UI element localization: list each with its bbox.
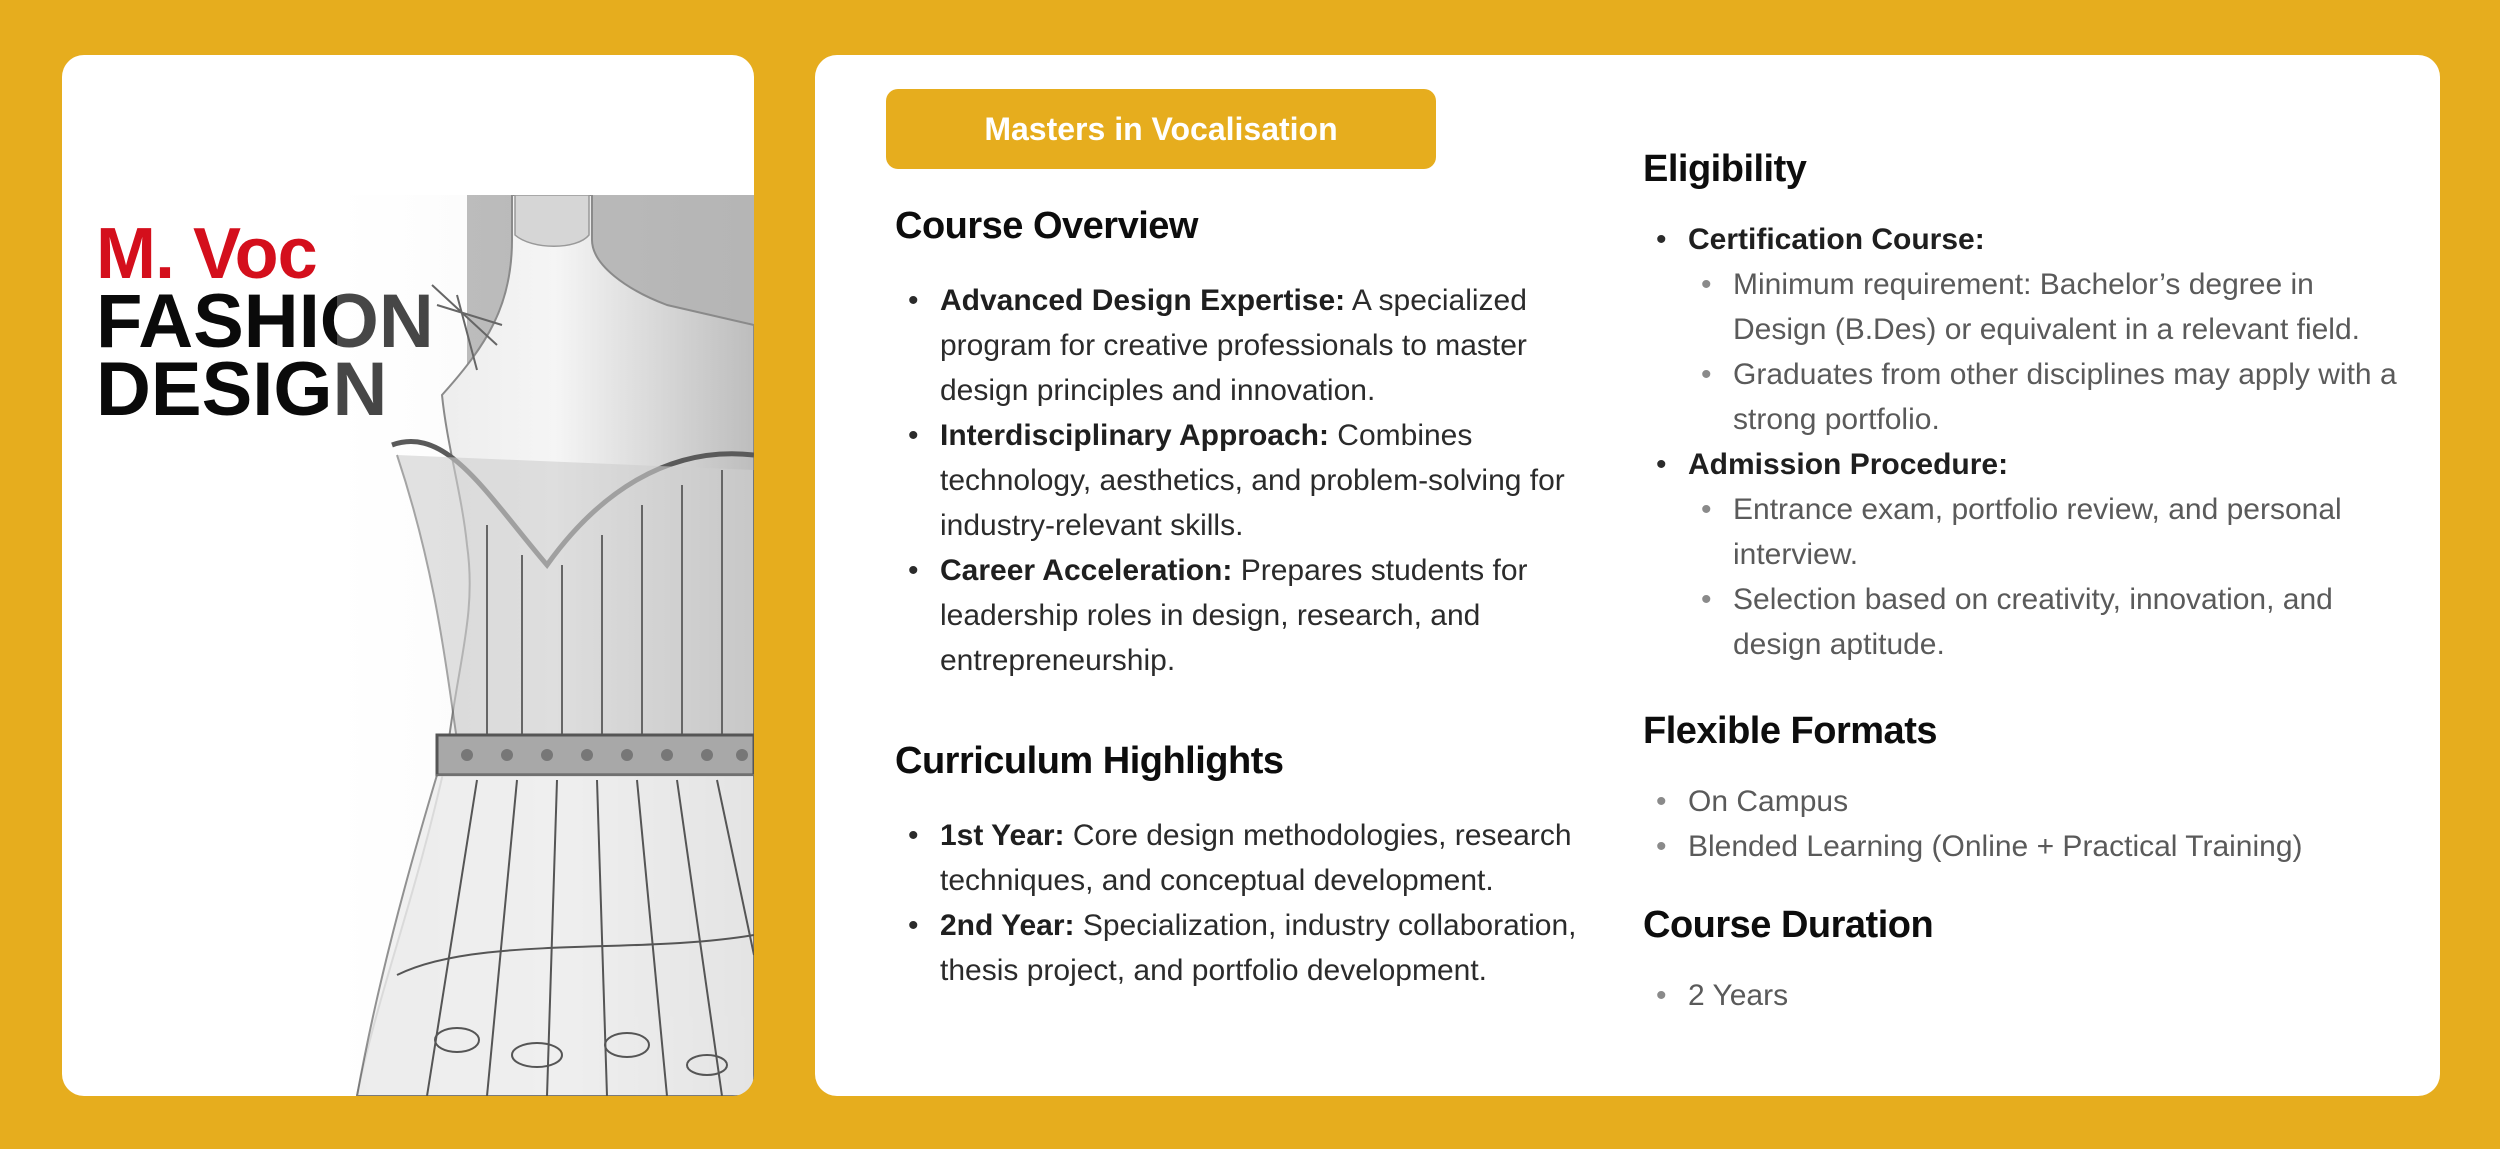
eligibility-heading: Eligibility [1643, 148, 1807, 190]
dress-sketch-image [337, 195, 754, 1096]
program-badge: Masters in Vocalisation [886, 89, 1436, 169]
list-item: • 2nd Year: Specialization, industry collaboration, thesis project, and portfolio development. [895, 903, 1595, 993]
list-item: • 2 Years [1643, 973, 2403, 1018]
left-column [895, 200, 1595, 993]
list-item: • Graduates from other disciplines may apply with a strong portfolio. [1688, 352, 2403, 442]
certification-sublist [1688, 262, 2403, 442]
admission-title: • Admission Procedure: [1688, 448, 2009, 481]
list-item: • Blended Learning (Online + Practical Training) [1643, 824, 2403, 869]
eligibility-list [1643, 217, 2403, 667]
duration-list [1643, 973, 2403, 1018]
right-column [1643, 143, 2403, 1018]
list-item: • Interdisciplinary Approach: Combines technology, aesthetics, and problem-solving for industry-relevant skills. [895, 413, 1595, 548]
list-item: • Minimum requirement: Bachelor’s degree in Design (B.Des) or equivalent in a relevant field. [1688, 262, 2403, 352]
list-item: • Career Acceleration: Prepares students for leadership roles in design, research, and entrepreneurship. [895, 548, 1595, 683]
brand-line-1: FASHION [96, 279, 434, 364]
course-overview-heading: Course Overview [895, 205, 1198, 247]
curriculum-list [895, 813, 1595, 993]
admission-sublist [1688, 487, 2403, 667]
duration-heading: Course Duration [1643, 904, 1934, 946]
list-item: • On Campus [1643, 779, 2403, 824]
brand-accent: M. Voc [96, 214, 317, 294]
certification-title: • Certification Course: [1688, 223, 1985, 256]
list-item: • 1st Year: Core design methodologies, research techniques, and conceptual development. [895, 813, 1595, 903]
list-item [1643, 217, 2403, 442]
formats-heading: Flexible Formats [1643, 710, 1937, 752]
brand-line-2: DESIGN [96, 347, 388, 432]
course-info-panel [815, 55, 2440, 1096]
list-item: • Advanced Design Expertise: A specialized program for creative professionals to master design principles and innovation. [895, 278, 1595, 413]
brand-panel [62, 55, 754, 1096]
curriculum-heading: Curriculum Highlights [895, 740, 1284, 782]
formats-list [1643, 779, 2403, 869]
course-overview-list [895, 278, 1595, 683]
list-item: • Selection based on creativity, innovation, and design aptitude. [1688, 577, 2403, 667]
list-item: • Entrance exam, portfolio review, and personal interview. [1688, 487, 2403, 577]
list-item [1643, 442, 2403, 667]
